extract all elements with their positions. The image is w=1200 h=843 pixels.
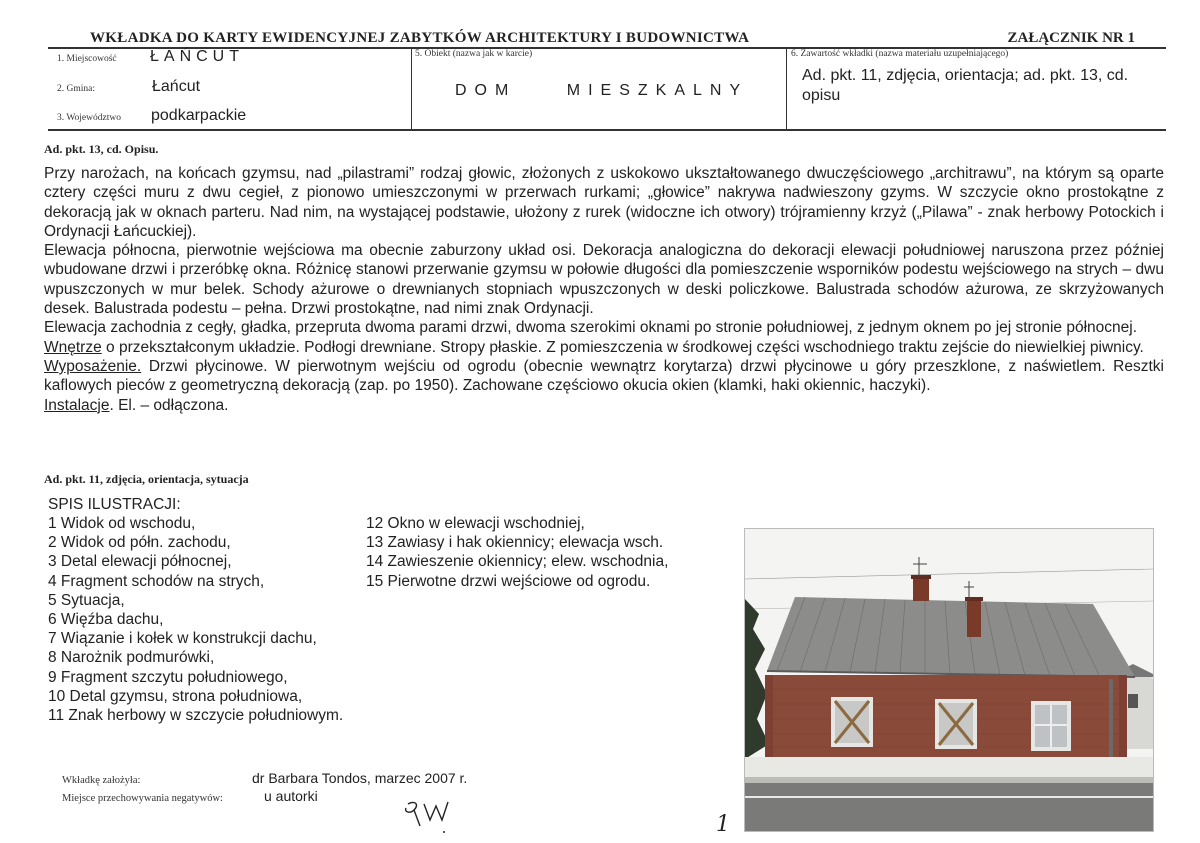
voivodeship-value: podkarpackie — [151, 107, 247, 124]
equipment-text: Drzwi płycinowe. W pierwotnym wejściu od ogrodu (obecnie wewnątrz korytarza) drzwi płycinowe u góry przeszklone, z naświetlem. Resztki kaflowych pieców z geometryczną dekoracją (zap. po 1950). Zachowane częściowo okucia okien (klamki, haki okiennic, haczyki). — [44, 357, 1164, 395]
list-item: 6 Więźba dachu, — [48, 611, 164, 629]
list-item: 8 Narożnik podmurówki, — [48, 649, 215, 667]
signature-icon — [400, 796, 470, 836]
list-item: 5 Sytuacja, — [48, 591, 125, 609]
list-item: 2 Widok od półn. zachodu, — [48, 534, 231, 552]
house-photo — [744, 528, 1154, 832]
paragraph-installations — [44, 396, 1164, 415]
paragraph-north-elevation: Elewacja północna, pierwotnie wejściowa ma obecnie zaburzony układ osi. Dekoracja analogiczna do dekoracji elewacji południowej naruszona przez później wbudowane drzwi i przeróbkę okna. Różnicę stanowi przerwanie gzymsu w połowie długości dla pomieszczenie wsporników podestu wejściowego na strych – dwu wpuszczonych w mur belek. Schody ażurowe o drewnianych stopniach wpuszczonych w deski policzkowe. Balustrada schodów ażurowa, ze skrzyżowanych desek. Balustrada podestu – pełna. Drzwi prostokątne, nad nimi znak Ordynacji. — [44, 242, 1164, 318]
form-divider-1 — [411, 47, 412, 130]
object-value: DOM MIESZKALNY — [455, 82, 749, 99]
list-item: 10 Detal gzymsu, strona południowa, — [48, 687, 303, 705]
locality-value: ŁAŃCUT — [150, 48, 245, 65]
paragraph-cornices: Przy narożach, na końcach gzymsu, nad „pilastrami” rodzaj głowic, złożonych z uskokowo ukształtowanego dwuczęściowego „architrawu”, na którym są oparte cztery części muru z dwu cegieł, z pionowo umieszczonymi w przerwach rurkami; „głowice” nakrywa nadwieszony gzyms. W szczycie okno prostokątne z dekoracją jak w oknach parteru. Nad nim, na wystającej podstawie, ułożony z rurek (widoczne ich otwory) trójramienny krzyż („Pilawa” - znak herbowy Potockich i Ordynacji Łańcuckiej). — [44, 165, 1164, 240]
list-item: 9 Fragment szczytu południowego, — [48, 668, 288, 686]
author-value: dr Barbara Tondos, marzec 2007 r. — [252, 770, 468, 786]
form-divider-2 — [786, 47, 787, 130]
list-item: 3 Detal elewacji północnej, — [48, 553, 232, 571]
list-item: 1 Widok od wschodu, — [48, 515, 196, 532]
installations-label: Instalacje — [44, 396, 110, 414]
commune-label: 2. Gmina: — [57, 84, 95, 94]
list-item: 4 Fragment schodów na strych, — [48, 572, 265, 590]
document-title: WKŁADKA DO KARTY EWIDENCYJNEJ ZABYTKÓW ARCHITEKTURY I BUDOWNICTWA — [90, 30, 750, 46]
contents-label: 6. Zawartość wkładki (nazwa materiału uzupełniającego) — [791, 49, 1009, 59]
installations-text: . El. – odłączona. — [109, 396, 229, 414]
list-item: 12 Okno w elewacji wschodniej, — [366, 515, 585, 532]
interior-label: Wnętrze — [44, 338, 102, 356]
paragraph-equipment — [44, 357, 1164, 396]
list-item: 11 Znak herbowy w szczycie południowym. — [48, 707, 344, 725]
commune-value: Łańcut — [152, 78, 201, 95]
illustrations-list-right — [366, 514, 668, 591]
list-item: 15 Pierwotne drzwi wejściowe od ogrodu. — [366, 572, 651, 590]
house-photo-illustration — [745, 529, 1153, 831]
paragraph-west-elevation: Elewacja zachodnia z cegły, gładka, przepruta dwoma parami drzwi, dwoma szerokimi oknami po stronie południowej, z jednym oknem po jej stronie północnej. — [44, 319, 1137, 337]
object-label: 5. Obiekt (nazwa jak w karcie) — [415, 49, 533, 59]
section-heading-photos: Ad. pkt. 11, zdjęcia, orientacja, sytuacja — [44, 472, 249, 486]
section-heading-description: Ad. pkt. 13, cd. Opisu. — [44, 142, 159, 156]
locality-label: 1. Miejscowość — [57, 54, 117, 64]
page-number: 1 — [716, 812, 730, 837]
author-label: Wkładkę założyła: — [62, 775, 141, 786]
description-body — [44, 164, 1164, 415]
annex-label: ZAŁĄCZNIK NR 1 — [1007, 30, 1135, 46]
illustrations-list-left — [48, 514, 343, 725]
list-item: 13 Zawiasy i hak okiennicy; elewacja wsch. — [366, 534, 664, 552]
storage-value: u autorki — [264, 788, 318, 804]
form-bottom-border — [48, 129, 1166, 131]
voivodeship-label: 3. Województwo — [57, 113, 121, 123]
paragraph-interior — [44, 338, 1164, 357]
interior-text: o przekształconym układzie. Podłogi drewniane. Stropy płaskie. Z pomieszczenia w środkowej części wschodniego traktu zejście do niewielkiej piwnicy. — [101, 338, 1144, 356]
equipment-label: Wyposażenie. — [44, 357, 142, 375]
list-item: 7 Wiązanie i kołek w konstrukcji dachu, — [48, 630, 317, 648]
storage-label: Miejsce przechowywania negatywów: — [62, 793, 223, 804]
illustrations-title: SPIS ILUSTRACJI: — [48, 496, 181, 513]
list-item: 14 Zawieszenie okiennicy; elew. wschodnia, — [366, 553, 669, 571]
contents-value: Ad. pkt. 11, zdjęcia, orientacja; ad. pkt. 13, cd. opisu — [802, 67, 1129, 104]
